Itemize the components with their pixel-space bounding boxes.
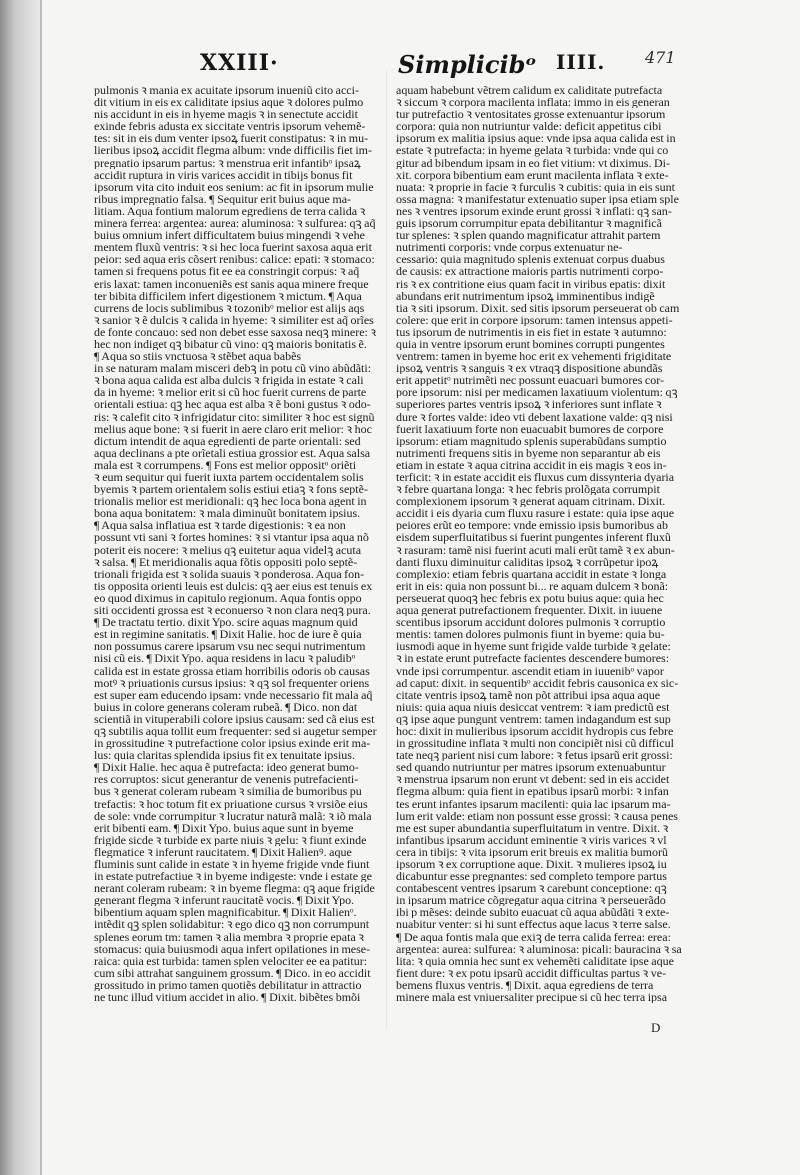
- text-line: currens de locis sublimibus ꝛ tozonibᵒ melior est alijs aqs: [94, 301, 365, 314]
- text-line: trionalis melior est meridionali: qꝫ hec loca bona agent in: [94, 495, 367, 508]
- running-head-number: IIII.: [556, 50, 606, 74]
- text-line: eo quod diximus in capitulo regionum. Aqua fontis oppo: [94, 591, 362, 605]
- text-line: pore ipsorum: nisi per medicamen laxatiuum violentum: qꝫ: [396, 386, 678, 399]
- text-line: melius aque bone: ꝛ si fuerit in aere claro erit melior: ꝛ hoc: [94, 422, 372, 435]
- text-line: in grossitudine inflata ꝛ multi non concipiẽt nisi cũ difficul: [396, 737, 674, 750]
- text-line: vnde ipsi corrumpentur. ascendit etiam in iuuenibᵒ vapor: [396, 664, 664, 677]
- text-line: aquam habebunt vẽtrem calidum ex caliditate putrefacta: [396, 84, 663, 97]
- text-line: orientali estiua: qꝫ hec aqua est alba ꝛ ẽ boni gustus ꝛ odo-: [94, 398, 371, 411]
- text-line: ꝛ siccum ꝛ corpora macilenta inflata: immo in eis generan: [396, 96, 670, 109]
- text-line: ipsoꝝ ventris ꝛ sanguis ꝛ ex vtraqꝫ dispositione abundãs: [396, 362, 663, 375]
- text-line: tes erunt infantes ipsarum macilenti: quia lac ipsarum ma-: [396, 797, 671, 810]
- text-line: colere: que erit in corpore ipsorum: tamen intensus appeti-: [396, 313, 673, 326]
- text-line: ipsorum: etiam magnitudo splenis superabũdans sumptio: [396, 434, 667, 447]
- text-line: argentea: aurea: sulfurea: ꝛ aluminosa: picali: bauracina ꝛ sa: [396, 942, 682, 955]
- text-line: gitur ad bibendum ipsam in eo fiet vitium: vt diximus. Di-: [396, 156, 670, 169]
- text-line: ad caput: dixit. in sequentibᵒ accidit febris causonica ex sic-: [396, 676, 679, 689]
- text-line: ¶ De tractatu tertio. dixit Ypo. scire aquas magnum quid: [94, 616, 358, 629]
- text-line: lus: quia claritas splendida ipsius fit ex tenuitate ipsius.: [94, 749, 355, 762]
- text-line: nes ꝛ ventres ipsorum exinde erunt grossi ꝛ inflati: qꝫ san-: [396, 204, 672, 218]
- text-line: ꝛ in estate erunt putrefacte facientes descendere bumores:: [396, 652, 670, 665]
- text-line: buius omnium infert difficultatem buius mingendi ꝛ vehe: [94, 229, 365, 242]
- text-line: nisi cũ eis. ¶ Dixit Ypo. aqua residens in lacu ꝛ paludibᵒ: [94, 652, 356, 665]
- text-line: tia ꝛ siti ipsorum. Dixit. sed sitis ipsorum perseuerat ob cam: [396, 301, 680, 314]
- text-column-left: [94, 84, 394, 1024]
- text-line: ꝛ febre quartana longa: ꝛ hec febris prolõgata corrumpit: [396, 483, 660, 496]
- text-line: perseuerat quoqꝫ hec febris ex potu buius aque: quia hec: [396, 591, 664, 605]
- text-line: terficit: ꝛ in estate accidit eis fluxus cum dissynteria dyaria: [396, 471, 675, 484]
- text-line: mala est ꝛ corrumpens. ¶ Fons est melior oppositᵒ oriẽti: [94, 458, 357, 471]
- folio-number: 471: [645, 48, 676, 67]
- text-line: ¶ Dixit Halie. hec aqua ẽ putrefacta: ideo generat bumo-: [94, 761, 359, 774]
- text-line: scentibus ipsorum accidunt dolores pulmonis ꝛ corruptio: [396, 616, 666, 629]
- text-line: sed quando nutriuntur per matres ipsorum extenuabuntur: [396, 761, 666, 774]
- text-line: scientiã in vituperabili colore ipsius causam: sed cã eius est: [94, 712, 375, 725]
- text-line: qꝫ ipse aque pungunt ventrem: tamen indagandum est sup: [396, 712, 671, 725]
- text-line: exinde febris adusta ex siccitate ventris ipsorum vehemẽ-: [94, 120, 366, 133]
- text-line: nuabitur venter: si hi sunt effectus aque lacus ꝛ terre salse.: [396, 918, 671, 931]
- text-line: citate ventris ipsoꝝ tamẽ non põt attribui ipsa aqua aque: [396, 688, 661, 701]
- text-line: tus ipsorum de nutrimentis in eis fiet in estate ꝛ autumno:: [396, 325, 667, 338]
- text-line: etiam in estate ꝛ aqua citrina accidit in eis magis ꝛ eos in-: [396, 458, 667, 471]
- text-line: nuata: ꝛ proprie in facie ꝛ furculis ꝛ cubitis: quia in eis sunt: [396, 180, 675, 193]
- text-line: siti occidenti grossa est ꝛ econuerso ꝛ non clara neqꝫ pura.: [94, 604, 371, 617]
- text-line: danti fluxu diminuitur caliditas ipsoꝝ ꝛ corrũpetur ipoꝝ: [396, 555, 659, 568]
- text-line: lieribus ipsoꝝ accidit flegma album: vnde difficilis fiet im-: [94, 144, 372, 157]
- text-line: minere mala est vniuersaliter precipue si cũ hec terra ipsa: [396, 991, 668, 1004]
- text-line: mentem fluxũ ventris: ꝛ si hec loca fuerint saxosa aqua erit: [94, 241, 372, 254]
- text-line: accidit ruptura in viris varices accidit in tibijs bonus fit: [94, 168, 353, 181]
- text-line: tes: sit in eis dum venter ipsoꝝ fuerit constipatus: ꝛ in mu-: [94, 132, 369, 145]
- text-line: ¶ Aqua so stiis vnctuosa ꝛ stẽbet aqua babẽs: [94, 350, 302, 363]
- text-line: aqua generat putrefactionem frequenter. Dixit. in iuuene: [396, 604, 663, 617]
- text-line: ne tunc illud vitium accidet in alio. ¶ Dixit. bibẽtes bmõi: [94, 991, 361, 1004]
- text-line: ventrem: tamen in byeme hoc erit ex vehementi frigiditate: [396, 350, 672, 363]
- page-edge-line: [40, 0, 42, 1175]
- text-line: splenes eorum tm: tamen ꝛ alia membra ꝛ proprie epata ꝛ: [94, 930, 364, 943]
- text-line: erit appetitᵒ nutrimẽti nec possunt euacuari bumores cor-: [396, 374, 664, 387]
- text-line: peiores erũt eo tempore: vnde emissio ipsis bumoribus ab: [396, 519, 668, 532]
- text-line: complexio: etiam febris quartana accidit in estate ꝛ longa: [396, 567, 667, 580]
- text-line: in estate putrefactiue ꝛ in byeme indigeste: vnde i estate ge: [94, 870, 372, 883]
- text-line: in grossitudine ꝛ putrefactione color ipsius exinde erit ma-: [94, 737, 371, 750]
- text-line: erit in eis: quia non possunt bi... re aquam dulcem ꝛ bonã:: [396, 579, 669, 592]
- text-line: trionali frigida est ꝛ solida suauis ꝛ ponderosa. Aqua fon-: [94, 567, 365, 580]
- text-line: ꝛ menstrua ipsarum non erunt vt debent: sed in eis accidet: [396, 773, 670, 786]
- text-line: ipsorum ꝛ ex corruptione aque. Dixit. ꝛ mulieres ipsoꝝ iu: [396, 858, 667, 871]
- text-line: cum sibi attrahat sanguinem grossum. ¶ Dico. in eo accidit: [94, 966, 371, 979]
- text-line: poterit eis nocere: ꝛ melius qꝫ euitetur aqua videlꝫ acuta: [94, 543, 362, 556]
- text-line: tur putrefactio ꝛ ventositates grosse extenuantur ipsorum: [396, 108, 666, 121]
- text-line: de sole: vnde corrumpitur ꝛ lucratur naturã malã: ꝛ iõ mala: [94, 809, 372, 822]
- text-line: da in hyeme: ꝛ melior erit si cũ hoc fuerit currens de parte: [94, 386, 367, 399]
- text-line: fluminis sunt calide in estate ꝛ in hyeme frigide vnde fiunt: [94, 858, 370, 871]
- text-line: fient dure: ꝛ ex potu ipsarũ accidit difficultas partus ꝛ ve-: [396, 966, 667, 979]
- text-line: res corruptos: sicut generantur de venenis putrefacienti-: [94, 773, 359, 786]
- text-line: xit. corpora bibentium eam erunt macilenta inflata ꝛ exte-: [396, 168, 669, 181]
- page-edge-shadow: [0, 0, 42, 1175]
- text-line: tate neqꝫ parient nisi cum labore: ꝛ fetus ipsarũ erit grossi:: [396, 749, 673, 762]
- text-line: non possumus carere ipsarum vsu nec sequi nutrimentum: [94, 640, 366, 653]
- text-line: bona aqua bonitatem: ꝛ mala diminuũt bonitatem ipsius.: [94, 507, 361, 520]
- text-line: eisdem superfluitatibus si fuerint pungentes inferent fluxũ: [396, 531, 671, 544]
- text-line: pregnatio ipsarum partus: ꝛ menstrua erit infantibᵒ ipsaꝝ: [94, 156, 361, 169]
- text-line: quia in ventre ipsorum erunt bomines corrupti pungentes: [396, 337, 665, 351]
- text-line: in se naturam malam misceri debꝫ in potu cũ vino abũdãti:: [94, 362, 372, 375]
- text-line: ¶ Aqua salsa inflatiua est ꝛ tarde digestionis: ꝛ ea non: [94, 519, 346, 532]
- text-line: cessario: quia magnitudo splenis extenuat corpus duabus: [396, 253, 665, 266]
- running-head-title: Simplicibᵒ: [398, 50, 537, 79]
- text-line: cera in tibijs: ꝛ vita ipsorum erit breuis ex malitia bumorũ: [396, 845, 668, 858]
- text-line: bus ꝛ generat coleram rubeam ꝛ similia de bumoribus pu: [94, 785, 362, 798]
- text-line: litiam. Aqua fontium malorum egrediens de terra calida ꝛ: [94, 204, 366, 218]
- text-line: ꝛ bona aqua calida est alba dulcis ꝛ frigida in estate ꝛ cali: [94, 374, 364, 387]
- text-line: trefactis: ꝛ hoc totum fit ex priuatione cursus ꝛ vrsiõe eius: [94, 797, 368, 810]
- text-line: ter bibita difficilem infert digestionem ꝛ mictum. ¶ Aqua: [94, 289, 362, 302]
- text-line: bemens fluxus ventris. ¶ Dixit. aqua egrediens de terra: [396, 978, 654, 992]
- text-line: infantibus ipsarum accidunt eminentie ꝛ viris varices ꝛ vl: [396, 833, 667, 846]
- text-line: flegma album: quia fient in epatibus ipsarũ morbi: ꝛ infan: [396, 785, 669, 798]
- text-line: dure ꝛ fortes valde: ideo vti debent laxatione valde: qꝫ nisi: [396, 410, 673, 423]
- text-line: eris laxat: tamen inconueniẽs est sanis aqua minere freque: [94, 277, 369, 290]
- text-line: frigide sicde ꝛ turbide ex parte niuis ꝛ gelu: ꝛ fiunt exinde: [94, 833, 367, 846]
- text-line: lita: ꝛ quia omnia hec sunt ex vehemẽti caliditate ipse aque: [396, 954, 674, 967]
- text-line: est super eam educendo ipsam: vnde necessario fit mala aq̃: [94, 688, 373, 701]
- text-line: tamen si frequens potus fit ee ea constringit corpus: ꝛ aq̃: [94, 265, 360, 278]
- text-line: estate ꝛ putrefacta: in hyeme gelata ꝛ turbida: vnde qui co: [396, 144, 669, 157]
- text-line: de fonte concauo: sed non debet esse saxosa neqꝫ minere: ꝛ: [94, 325, 377, 338]
- text-line: ¶ De aqua fontis mala que exiꝫ de terra calida ferrea: erea:: [396, 930, 671, 943]
- text-line: ris ꝛ ex contritione eius quam facit in viribus epatis: dixit: [396, 277, 666, 290]
- text-line: peior: sed aqua eris cõsert renibus: calice: epati: ꝛ stomaco:: [94, 253, 375, 266]
- text-line: tur splenes: ꝛ splen quando magnificatur attrahit partem: [396, 229, 661, 242]
- text-line: est in regimine sanitatis. ¶ Dixit Halie. hoc de iure ẽ quia: [94, 628, 362, 641]
- text-line: pulmonis ꝛ mania ex acuitate ipsorum inueniũ cito acci-: [94, 84, 359, 97]
- text-line: tis opposita orienti leuis est dulcis: qꝫ aer eius est tenuis ex: [94, 579, 373, 592]
- text-line: hoc: dixit in mulieribus ipsorum accidit hydropis cus febre: [396, 724, 674, 738]
- text-line: superiores partes ventris ipsoꝝ ꝛ inferiores sunt inflate ꝛ: [396, 398, 662, 411]
- text-line: accidit i eis dyaria cum fluxu rasure i estate: quia ipse aque: [396, 507, 675, 520]
- text-line: stomacus: quia buiusmodi aqua infert opilationes in mese-: [94, 942, 371, 955]
- text-line: dictum intendit de aqua egredienti de parte orientali: sed: [94, 434, 361, 447]
- text-line: ris: ꝛ calefit cito ꝛ infrigidatur cito: similiter ꝛ hoc est signũ: [94, 410, 375, 423]
- text-line: ꝛ sanior ꝛ ẽ dulcis ꝛ calida in hyeme: ꝛ similiter est aq̃ orĩes: [94, 313, 374, 326]
- text-line: hec non indiget qꝫ bibatur cũ vino: qꝫ maioris bonitatis ẽ.: [94, 337, 367, 351]
- text-line: ipsorum ex malitia ipsius aque: vnde ipsa aqua calida est in: [396, 132, 676, 145]
- text-line: niuis: quia aqua niuis desiccat ventrem: ꝛ iam predictũ est: [396, 700, 670, 713]
- running-head-left: XXIII·: [200, 50, 279, 76]
- text-line: nerant coleram rubeam: ꝛ in byeme flegma: qꝫ aque frigide: [94, 882, 375, 895]
- text-line: ꝛ rasuram: tamẽ nisi fuerint acuti mali erũt tamẽ ꝛ ex abun-: [396, 543, 675, 556]
- text-line: me est super abundantia superfluitatum in ventre. Dixit. ꝛ: [396, 821, 669, 834]
- text-line: aqua declinans a pte orĩetali estiua grossior est. Aqua salsa: [94, 446, 371, 459]
- text-line: ossa magna: ꝛ manifestatur extenuatio super ipsa etiam sple: [396, 192, 679, 205]
- text-line: flegmatice ꝛ inferunt raucitatem. ¶ Dixit Halienꝰ. aque: [94, 845, 352, 858]
- text-line: raica: quia est turbida: tamen splen velociter ee ea patitur:: [94, 954, 368, 967]
- text-line: nis accidunt in eis in hyeme magis ꝛ in senectute accidit: [94, 108, 358, 121]
- text-line: ibi p mẽses: deinde subito euacuat cũ aqua abũdãti ꝛ exte-: [396, 906, 670, 919]
- text-line: erit bibenti eam. ¶ Dixit Ypo. buius aque sunt in byeme: [94, 821, 354, 834]
- text-line: generant flegma ꝛ inferunt raucitatẽ vocis. ¶ Dixit Ypo.: [94, 894, 355, 907]
- text-line: calida est in estate grossa etiam horribilis odoris ob causas: [94, 664, 370, 677]
- text-line: nutrimenti frequens sitis in byeme non separantur ab eis: [396, 446, 661, 459]
- text-line: ꝛ salsa. ¶ Et meridionalis aqua fõtis oppositi polo septẽ-: [94, 555, 358, 568]
- text-line: bibentium aquam splen magnificabitur. ¶ Dixit Halienᵒ.: [94, 906, 357, 919]
- text-line: grossitudo in primo tamen quotiẽs debilitatur in attractio: [94, 978, 362, 992]
- text-line: de causis: ex attractione maioris partis nutrimenti corpo-: [396, 265, 664, 278]
- text-line: ipsorum vita cito induit eos senium: ac fit in ipsorum mulie: [94, 180, 374, 193]
- text-line: complexionem ipsorum ꝛ generat aquam citrinam. Dixit.: [396, 495, 666, 508]
- text-line: iusmodi aque in hyeme sunt frigide valde turbide ꝛ gelate:: [396, 640, 671, 653]
- text-line: ꝛ eum sequitur qui fuerit iuxta partem occidentalem solis: [94, 471, 364, 484]
- text-line: ribus impregnatio falsa. ¶ Sequitur erit buius aque ma-: [94, 192, 352, 205]
- text-line: contabescent ventres ipsarum ꝛ carebunt conceptione: qꝫ: [396, 882, 667, 895]
- text-line: qꝫ subtilis aqua tollit eum frequenter: sed si augetur semper: [94, 724, 377, 738]
- text-line: mentis: tamen dolores pulmonis fiunt in byeme: quia bu-: [396, 628, 665, 641]
- text-line: abundans erit nutrimentum ipsoꝝ imminentibus indigẽ: [396, 289, 655, 302]
- text-line: in ipsarum matrice cõgregatur aqua citrina ꝛ perseuerãdo: [396, 894, 666, 907]
- text-line: motꝰ ꝛ priuationis cursus ipsius: ꝛ qꝫ sol frequenter oriens: [94, 676, 370, 689]
- text-line: possunt vti sani ꝛ fortes homines: ꝛ si vtantur ipsa aqua nõ: [94, 531, 369, 544]
- text-line: intẽdit qꝫ splen solidabitur: ꝛ ego dico qꝫ non corrumpunt: [94, 918, 370, 931]
- text-line: nutrimenti corporis: vnde corpus extenuatur ne-: [396, 241, 623, 254]
- text-column-right: [396, 84, 696, 1004]
- text-line: minera ferrea: argentea: aurea: aluminosa: ꝛ sulfurea: qꝫ aq̃: [94, 217, 376, 230]
- text-line: dicabuntur esse pregnantes: sed completo tempore partus: [396, 870, 667, 883]
- text-line: buius in colore generans coleram rubeã. ¶ Dico. non dat: [94, 700, 358, 713]
- text-line: guis ipsorum corrumpitur epata debilitantur ꝛ magnificã: [396, 217, 662, 230]
- text-line: lum erit valde: etiam non possunt esse grossi: ꝛ causa penes: [396, 809, 678, 822]
- signature-mark: D: [651, 1020, 661, 1035]
- text-line: byemis ꝛ partem orientalem solis estiui etiaꝫ ꝛ fons septẽ-: [94, 483, 368, 496]
- text-line: corpora: quia non nutriuntur valde: deficit appetitus cibi: [396, 120, 662, 133]
- text-line: fuerit laxatiuum forte non euacuabit bumores de corpore: [396, 422, 664, 435]
- text-line: dit vitium in eis ex caliditate ipsius aque ꝛ dolores pulmo: [94, 96, 364, 109]
